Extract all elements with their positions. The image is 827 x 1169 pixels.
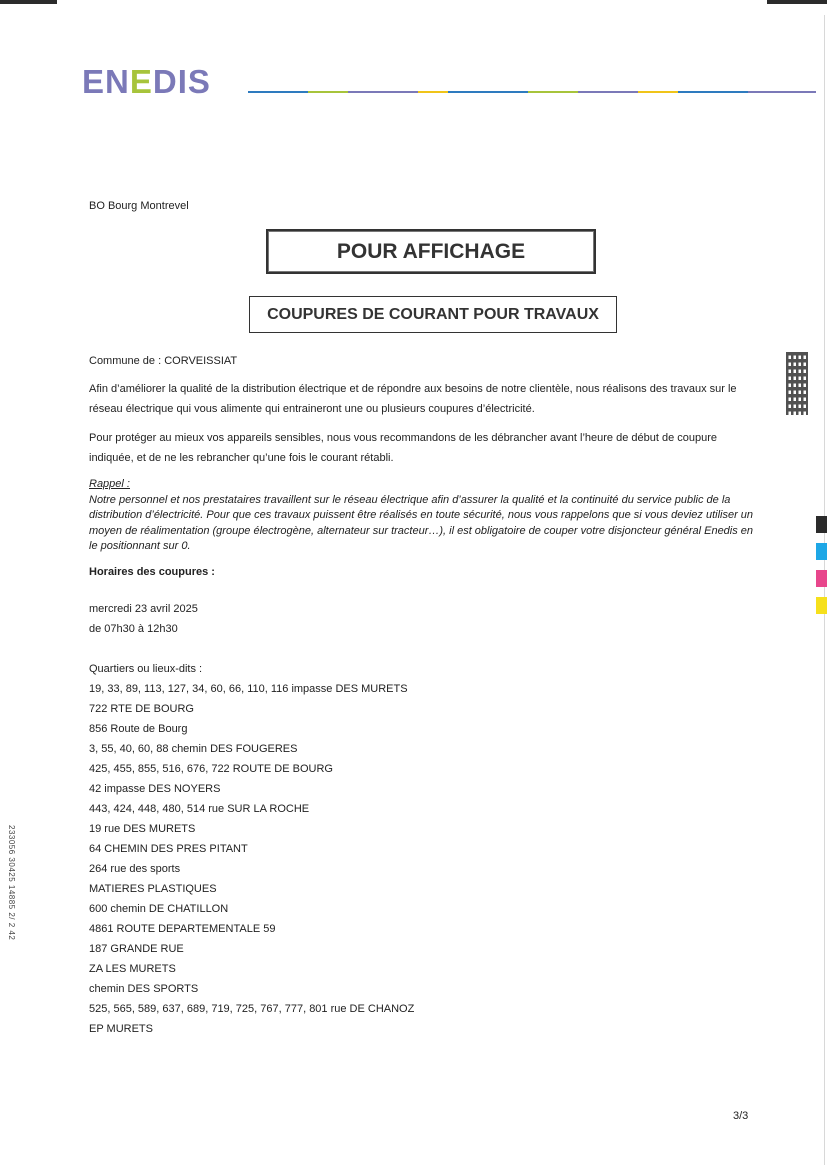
- quartiers-title: Quartiers ou lieux-dits :: [89, 663, 203, 675]
- list-item: 525, 565, 589, 637, 689, 719, 725, 767, 777, 801 rue DE CHANOZ: [89, 1003, 415, 1015]
- outage-times: de 07h30 à 12h30: [89, 623, 178, 635]
- list-item: 4861 ROUTE DEPARTEMENTALE 59: [89, 923, 276, 935]
- scan-edge-right: [824, 15, 825, 1165]
- page-title: POUR AFFICHAGE: [336, 239, 526, 263]
- list-item: MATIERES PLASTIQUES: [89, 883, 217, 895]
- commune-line: Commune de : CORVEISSIAT: [89, 355, 238, 367]
- list-item: 64 CHEMIN DES PRES PITANT: [89, 843, 248, 855]
- page-subtitle: COUPURES DE COURANT POUR TRAVAUX: [267, 305, 599, 323]
- logo-divider: [248, 91, 816, 93]
- list-item: 19 rue DES MURETS: [89, 823, 196, 835]
- side-print-code: 233056 30425 14885 2/ 2 42: [7, 825, 16, 941]
- list-item: 187 GRANDE RUE: [89, 943, 184, 955]
- rappel-block: [89, 477, 754, 555]
- heading-box: [266, 229, 596, 274]
- outage-date: mercredi 23 avril 2025: [89, 603, 198, 615]
- list-item: EP MURETS: [89, 1023, 153, 1035]
- office-name: BO Bourg Montrevel: [89, 200, 189, 212]
- advice-paragraph: Pour protéger au mieux vos appareils sensibles, nous vous recommandons de les débrancher avant l’heure de début de coupure indiquée, et de ne les rebrancher qu’une fois le courant rétabli.: [89, 432, 717, 464]
- list-item: chemin DES SPORTS: [89, 983, 199, 995]
- list-item: 42 impasse DES NOYERS: [89, 783, 221, 795]
- list-item: 443, 424, 448, 480, 514 rue SUR LA ROCHE: [89, 803, 310, 815]
- list-item: 600 chemin DE CHATILLON: [89, 903, 229, 915]
- street-list: [89, 679, 761, 1039]
- list-item: 425, 455, 855, 516, 676, 722 ROUTE DE BOURG: [89, 763, 333, 775]
- scan-edge-top-right: [767, 0, 827, 4]
- datamatrix-code: [786, 352, 808, 415]
- cmyk-mark-yellow: [816, 597, 827, 614]
- list-item: 264 rue des sports: [89, 863, 181, 875]
- rappel-text: Notre personnel et nos prestataires travaillent sur le réseau électrique afin d’assurer la qualité et la continuité du service public de la distribution d’électricité. Pour que ces travaux puissent être réalisés en toute sécurité, nous vous rappelons que si vous deviez utiliser un moyen de réalimentation (groupe électrogène, alternateur sur tracteur…), il est obligatoire de couper votre disjoncteur général Enedis en le positionnant sur 0.: [89, 493, 754, 552]
- cmyk-mark-magenta: [816, 570, 827, 587]
- cmyk-mark-black: [816, 516, 827, 533]
- horaires-title: Horaires des coupures :: [89, 566, 215, 578]
- list-item: 19, 33, 89, 113, 127, 34, 60, 66, 110, 116 impasse DES MURETS: [89, 683, 408, 695]
- page-number: 3/3: [733, 1110, 749, 1122]
- list-item: 856 Route de Bourg: [89, 723, 188, 735]
- list-item: 722 RTE DE BOURG: [89, 703, 194, 715]
- list-item: ZA LES MURETS: [89, 963, 176, 975]
- scan-edge-top-left: [0, 0, 57, 4]
- cmyk-mark-cyan: [816, 543, 827, 560]
- subheading-box: [249, 296, 617, 333]
- rappel-label: Rappel :: [89, 478, 130, 490]
- enedis-logo: ENEDIS: [82, 63, 211, 100]
- list-item: 3, 55, 40, 60, 88 chemin DES FOUGERES: [89, 743, 298, 755]
- intro-paragraph: Afin d’améliorer la qualité de la distribution électrique et de répondre aux besoins de notre clientèle, nous réalisons des travaux sur le réseau électrique qui vous alimente qui entraineront une ou plusieurs coupures d’électricité.: [89, 383, 737, 415]
